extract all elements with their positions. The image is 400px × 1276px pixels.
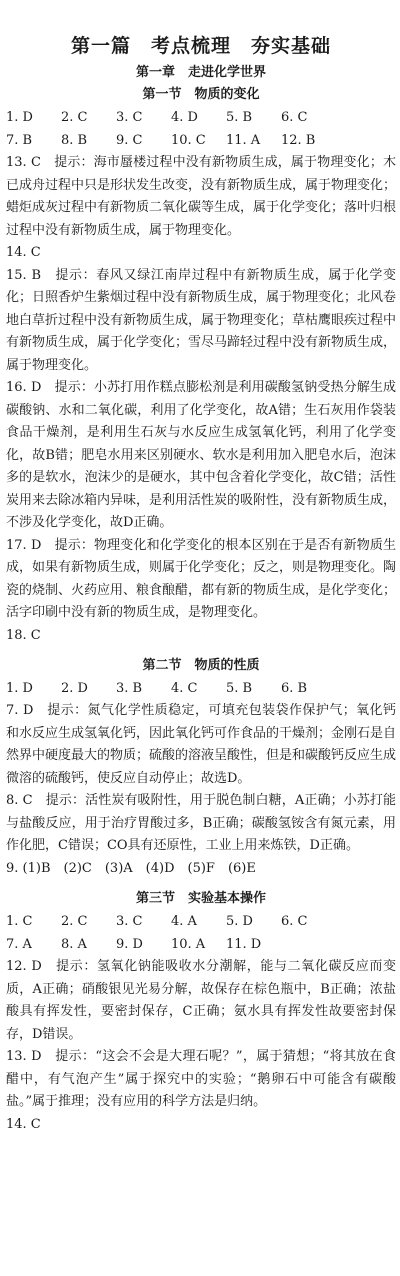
explanation-paragraph: 12. D 提示：氢氧化钠能吸收水分潮解，能与二氧化碳反应而变质，A正确；硝酸银见光易分解，故保存在棕色瓶中，B正确；浓盐酸具有挥发性，要密封保存，C正确；氨水具有挥发性故要密封保存，D错误。 (6, 959, 396, 1042)
answer-cell: 7. B (6, 133, 33, 148)
answer-cell: 11. A (226, 133, 261, 148)
spacer (6, 647, 396, 655)
answer-cell: 5. D (226, 914, 253, 929)
answer-row (6, 933, 396, 956)
explanation-paragraph: 9. (1)B (2)C (3)A (4)D (5)F (6)E (6, 860, 256, 876)
explanation-paragraph: 16. D 提示：小苏打用作糕点膨松剂是利用碳酸氢钠受热分解生成碳酸钠、水和二氧化碳，利用了化学变化，故A错；生石灰用作袋装食品干燥剂，是利用生石灰与水反应生成氢氧化钙，利用了化学变化，故B错；肥皂水用来区别硬水、软水是利用加入肥皂水后，泡沫多的是软水，泡沫少的是硬水，其中包含着化学变化，故C错；活性炭用来去除冰箱内异味，是利用活性炭的吸附性，没有新物质生成，不涉及化学变化，故D正确。 (6, 380, 397, 530)
answer-cell: 6. B (281, 681, 308, 696)
explanation-paragraph: 14. C (6, 245, 41, 260)
answer-row (6, 910, 396, 933)
answer-cell: 4. C (171, 681, 198, 696)
answer-cell: 6. C (281, 110, 308, 125)
answer-cell: 7. A (6, 937, 32, 952)
explanation-paragraph: 14. C (6, 1116, 41, 1132)
answer-cell: 1. D (6, 110, 33, 125)
answer-cell: 4. D (171, 110, 198, 125)
section-title: 第一节 物质的变化 (142, 87, 260, 102)
answer-cell: 9. D (116, 937, 143, 952)
chapter-title: 第一章 走进化学世界 (135, 65, 266, 80)
answer-row (6, 677, 396, 700)
section-1 (6, 84, 396, 647)
answer-cell: 2. D (61, 681, 88, 696)
answer-row (6, 129, 396, 152)
answer-cell: 10. C (171, 133, 206, 148)
explanation-paragraph: 8. C 提示：活性炭有吸附性，用于脱色制白糖，A正确；小苏打能与盐酸反应，用于治疗胃酸过多，B正确；碳酸氢铵含有氮元素，用作化肥，C错误；CO具有还原性，工业上用来炼铁，D正确。 (6, 793, 396, 853)
answer-cell: 3. B (116, 681, 143, 696)
answer-cell: 8. A (61, 937, 87, 952)
answer-cell: 3. C (116, 110, 143, 125)
answer-cell: 5. B (226, 110, 253, 125)
answer-cell: 1. C (6, 914, 33, 929)
answer-cell: 11. D (226, 937, 262, 952)
part-title: 第一篇 考点梳理 夯实基础 (70, 35, 331, 57)
explanation-paragraph: 7. D 提示：氮气化学性质稳定，可填充包装袋作保护气；氧化钙和水反应生成氢氧化钙，因此氧化钙可作食品的干燥剂；金刚石是自然界中硬度最大的物质；硫酸的溶液呈酸性，但是和碳酸钙反应生成微溶的硫酸钙，使反应自动停止；故选D。 (6, 703, 397, 786)
answer-cell: 10. A (171, 937, 206, 952)
answer-cell: 2. C (61, 110, 88, 125)
answer-cell (281, 933, 336, 956)
answer-cell: 12. B (281, 133, 316, 148)
explanation-paragraph: 18. C (6, 627, 41, 643)
section-3 (6, 888, 396, 1136)
answer-cell: 1. D (6, 681, 33, 696)
explanation-paragraph: 13. D 提示：“这会不会是大理石呢？”，属于猜想；“将其放在食醋中，有气泡产生”属于探究中的实验；“鹅卵石中可能含有碳酸盐。”属于推理；没有应用的科学方法是归纳。 (6, 1049, 396, 1109)
explanation-paragraph: 17. D 提示：物理变化和化学变化的根本区别在于是否有新物质生成，如果有新物质生成，则属于化学变化；反之，则是物理变化。陶瓷的烧制、火药应用、粮食酿醋，都有新的物质生成，是化学变化；活字印刷中没有新的物质生成，是物理变化。 (6, 537, 397, 620)
answer-cell: 6. C (281, 914, 308, 929)
explanation-paragraph: 13. C 提示：海市蜃楼过程中没有新物质生成，属于物理变化；木已成舟过程中只是形状发生改变，没有新物质生成，属于物理变化；蜡炬成灰过程中有新物质二氧化碳等生成，属于化学变化；落叶归根过程中没有新物质生成，属于物理变化。 (6, 155, 397, 238)
section-title: 第二节 物质的性质 (142, 658, 260, 673)
explanation-paragraph: 15. B 提示：春风又绿江南岸过程中有新物质生成，属于化学变化；日照香炉生紫烟过程中没有新物质生成，属于物理变化；北风卷地白草折过程中没有新物质生成，属于物理变化；草枯鹰眼疾过程中有新物质生成，属于化学变化；雪尽马蹄轻过程中没有新物质生成，属于物理变化。 (6, 267, 397, 373)
answer-row (6, 106, 396, 129)
spacer (6, 880, 396, 888)
section-title: 第三节 实验基本操作 (135, 891, 266, 906)
answer-cell: 3. C (116, 914, 143, 929)
section-2 (6, 655, 396, 880)
answer-cell: 9. C (116, 133, 143, 148)
answer-cell: 2. C (61, 914, 88, 929)
answer-cell: 8. B (61, 133, 88, 148)
answer-cell: 5. B (226, 681, 253, 696)
answer-cell: 4. A (171, 914, 197, 929)
